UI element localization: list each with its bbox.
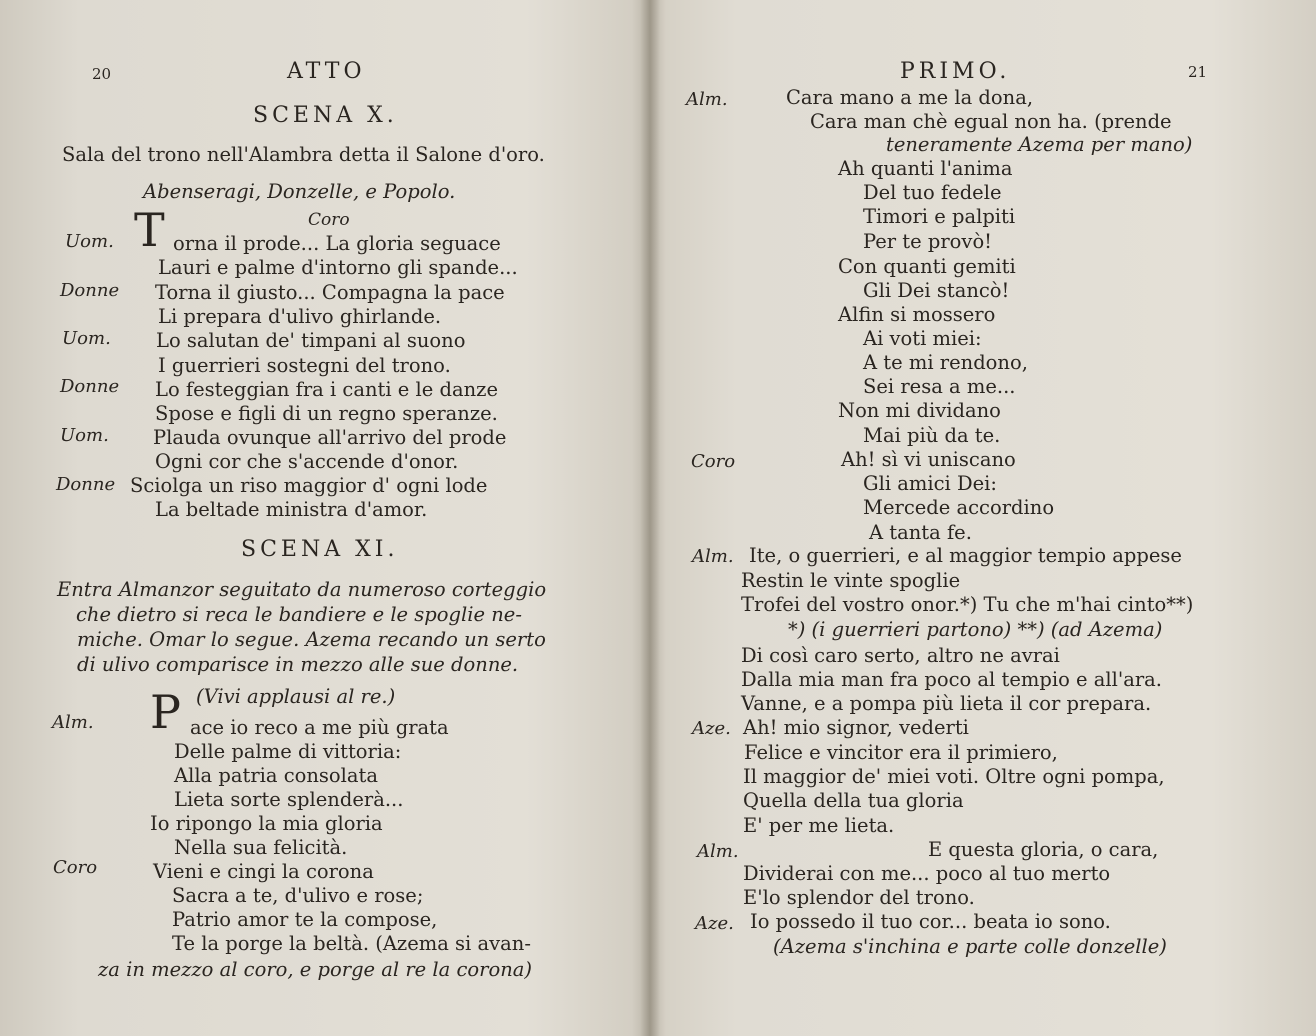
verse-line: ace io reco a me più grata xyxy=(190,716,449,739)
page-number-left: 20 xyxy=(92,65,112,83)
stage-direction: za in mezzo al coro, e porge al re la corona) xyxy=(98,958,532,981)
left-page xyxy=(0,0,645,1036)
speaker-label: Uom. xyxy=(60,425,109,446)
scene-xi-title: SCENA XI. xyxy=(241,537,399,562)
verse-line: Dividerai con me... poco al tuo merto xyxy=(743,862,1111,885)
verse-line: Il maggior de' miei voti. Oltre ogni pompa, xyxy=(743,765,1165,788)
speaker-label: Aze. xyxy=(692,718,731,739)
verse-line: Trofei del vostro onor.*) Tu che m'hai cinto**) xyxy=(741,593,1194,616)
speaker-label: Alm. xyxy=(52,712,94,733)
stage-direction: *) (i guerrieri partono) **) (ad Azema) xyxy=(788,618,1163,641)
verse-line: La beltade ministra d'amor. xyxy=(155,498,428,521)
verse-line: Li prepara d'ulivo ghirlande. xyxy=(158,305,442,328)
stage-direction: Entra Almanzor seguitato da numeroso corteggio xyxy=(57,578,547,601)
scene-x-title: SCENA X. xyxy=(253,103,398,128)
verse-line: E' per me lieta. xyxy=(743,814,895,837)
scene-x-setting: Sala del trono nell'Alambra detta il Salone d'oro. xyxy=(62,143,545,166)
verse-line: Gli Dei stancò! xyxy=(863,279,1010,302)
verse-line: Plauda ovunque all'arrivo del prode xyxy=(153,426,507,449)
verse-line: Timori e palpiti xyxy=(863,205,1016,228)
verse-line: Torna il giusto... Compagna la pace xyxy=(155,281,505,304)
verse-line: Sei resa a me... xyxy=(863,375,1016,398)
speaker-label: Coro xyxy=(53,857,98,878)
verse-line: Sacra a te, d'ulivo e rose; xyxy=(172,884,424,907)
verse-line: Ite, o guerrieri, e al maggior tempio appese xyxy=(749,544,1182,567)
verse-line: Lo salutan de' timpani al suono xyxy=(156,329,466,352)
right-page xyxy=(655,0,1316,1036)
verse-line: Lauri e palme d'intorno gli spande... xyxy=(158,256,518,279)
verse-line: Quella della tua gloria xyxy=(743,789,964,812)
verse-line: Alla patria consolata xyxy=(174,764,378,787)
speaker-label: Alm. xyxy=(686,89,728,110)
verse-line: Con quanti gemiti xyxy=(838,255,1016,278)
coro-label: Coro xyxy=(308,210,350,230)
verse-line: Ah quanti l'anima xyxy=(838,157,1013,180)
drop-cap-t: T xyxy=(134,203,165,257)
scene-x-characters: Abenseragi, Donzelle, e Popolo. xyxy=(143,180,456,203)
verse-line: Ogni cor che s'accende d'onor. xyxy=(155,450,459,473)
running-head-right: PRIMO. xyxy=(900,59,1011,84)
verse-line: Cara man chè egual non ha. (prende xyxy=(810,110,1172,133)
applause-direction: (Vivi applausi al re.) xyxy=(196,685,396,708)
verse-line: Nella sua felicità. xyxy=(174,836,348,859)
verse-line: orna il prode... La gloria seguace xyxy=(173,232,501,255)
speaker-label: Uom. xyxy=(62,328,111,349)
verse-line: A tanta fe. xyxy=(869,521,972,544)
speaker-label: Alm. xyxy=(697,841,739,862)
verse-line: Mai più da te. xyxy=(863,424,1001,447)
verse-line: Vieni e cingi la corona xyxy=(153,860,374,883)
stage-direction: di ulivo comparisce in mezzo alle sue donne. xyxy=(77,653,519,676)
verse-line: Cara mano a me la dona, xyxy=(786,86,1034,109)
stage-direction: che dietro si reca le bandiere e le spoglie ne- xyxy=(76,603,522,626)
speaker-label: Uom. xyxy=(65,231,114,252)
verse-line: Di così caro serto, altro ne avrai xyxy=(741,644,1060,667)
drop-cap-p: P xyxy=(150,685,181,739)
verse-line: Ai voti miei: xyxy=(863,327,982,350)
verse-line: Delle palme di vittoria: xyxy=(174,740,402,763)
verse-line: Dalla mia man fra poco al tempio e all'ara. xyxy=(741,668,1162,691)
page-number-right: 21 xyxy=(1188,63,1208,81)
verse-line: E questa gloria, o cara, xyxy=(928,838,1159,861)
speaker-label: Donne xyxy=(60,280,120,301)
stage-direction: teneramente Azema per mano) xyxy=(886,133,1193,156)
running-head-left: ATTO xyxy=(287,59,366,84)
verse-line: Te la porge la beltà. (Azema si avan- xyxy=(172,932,531,955)
verse-line: Lieta sorte splenderà... xyxy=(174,788,404,811)
speaker-label: Aze. xyxy=(695,913,734,934)
verse-line: Mercede accordino xyxy=(863,496,1055,519)
verse-line: I guerrieri sostegni del trono. xyxy=(158,354,451,377)
verse-line: Alfin si mossero xyxy=(838,303,996,326)
verse-line: Ah! mio signor, vederti xyxy=(743,716,969,739)
speaker-label: Alm. xyxy=(692,546,734,567)
verse-line: Spose e figli di un regno speranze. xyxy=(155,402,498,425)
verse-line: Restin le vinte spoglie xyxy=(741,569,961,592)
verse-line: Gli amici Dei: xyxy=(863,472,997,495)
stage-direction: (Azema s'inchina e parte colle donzelle) xyxy=(773,935,1167,958)
verse-line: Ah! sì vi uniscano xyxy=(841,448,1016,471)
verse-line: Io ripongo la mia gloria xyxy=(150,812,383,835)
verse-line: Lo festeggian fra i canti e le danze xyxy=(155,378,498,401)
verse-line: Per te provò! xyxy=(863,230,993,253)
speaker-label: Donne xyxy=(56,474,116,495)
speaker-label: Donne xyxy=(60,376,120,397)
verse-line: Sciolga un riso maggior d' ogni lode xyxy=(130,474,488,497)
verse-line: E'lo splendor del trono. xyxy=(743,886,975,909)
verse-line: A te mi rendono, xyxy=(863,351,1028,374)
verse-line: Vanne, e a pompa più lieta il cor prepara. xyxy=(741,692,1152,715)
verse-line: Del tuo fedele xyxy=(863,181,1002,204)
verse-line: Patrio amor te la compose, xyxy=(172,908,438,931)
verse-line: Io possedo il tuo cor... beata io sono. xyxy=(750,910,1111,933)
speaker-label: Coro xyxy=(691,451,736,472)
stage-direction: miche. Omar lo segue. Azema recando un serto xyxy=(77,628,546,651)
verse-line: Non mi dividano xyxy=(838,399,1001,422)
verse-line: Felice e vincitor era il primiero, xyxy=(744,741,1058,764)
